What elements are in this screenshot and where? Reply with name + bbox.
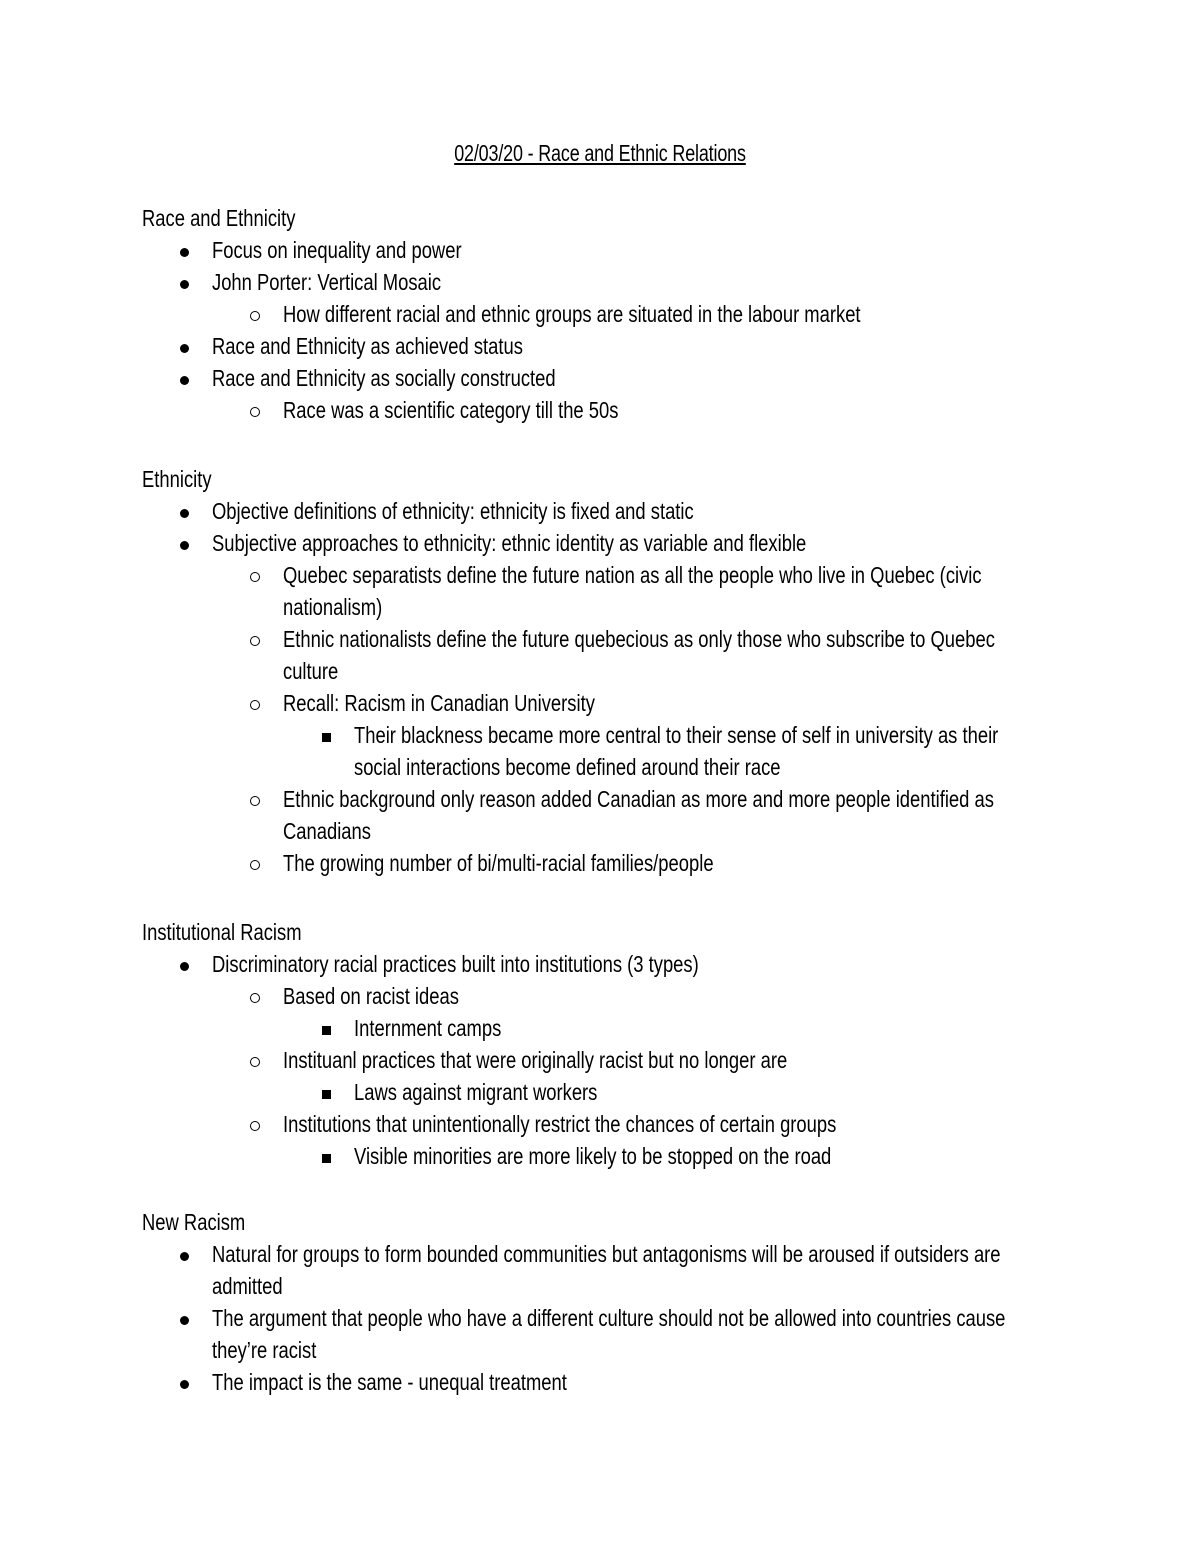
list-item: Objective definitions of ethnicity: ethnicity is fixed and static <box>212 495 1102 527</box>
section-race-and-ethnicity <box>142 202 1102 426</box>
list-item: Recall: Racism in Canadian University <box>283 687 1102 719</box>
bullet-circle-icon <box>247 623 267 655</box>
list-item: Focus on inequality and power <box>212 234 1102 266</box>
list-item: The growing number of bi/multi-racial families/people <box>283 847 1102 879</box>
list-item: Their blackness became more central to their sense of self in university as their social interactions become defined around their race <box>354 719 1044 783</box>
bullet-disc-icon <box>176 1238 196 1270</box>
list-item: John Porter: Vertical Mosaic <box>212 266 1102 298</box>
bullet-circle-icon <box>247 298 267 330</box>
bullet-circle-icon <box>247 1044 267 1076</box>
section-ethnicity <box>142 463 1102 879</box>
list-item: Race was a scientific category till the 50s <box>283 394 1102 426</box>
list-item: Race and Ethnicity as achieved status <box>212 330 1102 362</box>
bullet-circle-icon <box>247 559 267 591</box>
list-item: Natural for groups to form bounded communities but antagonisms will be aroused if outsiders are admitted <box>212 1238 1057 1302</box>
list-item: Internment camps <box>354 1012 1102 1044</box>
page-title: 02/03/20 - Race and Ethnic Relations <box>454 140 746 166</box>
bullet-circle-icon <box>247 394 267 426</box>
list-item: Institutions that unintentionally restrict the chances of certain groups <box>283 1108 1102 1140</box>
section-new-racism <box>142 1206 1102 1398</box>
list-item: Based on racist ideas <box>283 980 1102 1012</box>
section-heading: Institutional Racism <box>142 919 302 945</box>
list-item: The impact is the same - unequal treatment <box>212 1366 1102 1398</box>
list-item: Instituanl practices that were originally racist but no longer are <box>283 1044 1102 1076</box>
section-institutional-racism <box>142 916 1102 1172</box>
bullet-square-icon <box>318 1076 338 1108</box>
bullet-disc-icon <box>176 362 196 394</box>
list-item: Quebec separatists define the future nation as all the people who live in Quebec (civic nationalism) <box>283 559 1023 623</box>
bullet-disc-icon <box>176 266 196 298</box>
bullet-circle-icon <box>247 980 267 1012</box>
list-item: Discriminatory racial practices built into institutions (3 types) <box>212 948 1102 980</box>
list-item: Laws against migrant workers <box>354 1076 1102 1108</box>
bullet-circle-icon <box>247 687 267 719</box>
bullet-square-icon <box>318 1012 338 1044</box>
bullet-disc-icon <box>176 948 196 980</box>
section-heading: Race and Ethnicity <box>142 205 296 231</box>
section-heading: New Racism <box>142 1209 246 1235</box>
bullet-circle-icon <box>247 783 267 815</box>
section-heading: Ethnicity <box>142 466 212 492</box>
list-item: How different racial and ethnic groups are situated in the labour market <box>283 298 1102 330</box>
bullet-disc-icon <box>176 495 196 527</box>
bullet-disc-icon <box>176 234 196 266</box>
bullet-circle-icon <box>247 1108 267 1140</box>
bullet-circle-icon <box>247 847 267 879</box>
bullet-disc-icon <box>176 527 196 559</box>
list-item: Ethnic nationalists define the future quebecious as only those who subscribe to Quebec culture <box>283 623 1023 687</box>
bullet-square-icon <box>318 1140 338 1172</box>
list-item: The argument that people who have a different culture should not be allowed into countries cause they’re racist <box>212 1302 1057 1366</box>
list-item: Ethnic background only reason added Canadian as more and more people identified as Canadians <box>283 783 1023 847</box>
bullet-square-icon <box>318 719 338 751</box>
list-item: Subjective approaches to ethnicity: ethnic identity as variable and flexible <box>212 527 1102 559</box>
bullet-disc-icon <box>176 1302 196 1334</box>
bullet-disc-icon <box>176 330 196 362</box>
list-item: Visible minorities are more likely to be stopped on the road <box>354 1140 1102 1172</box>
list-item: Race and Ethnicity as socially constructed <box>212 362 1102 394</box>
bullet-disc-icon <box>176 1366 196 1398</box>
